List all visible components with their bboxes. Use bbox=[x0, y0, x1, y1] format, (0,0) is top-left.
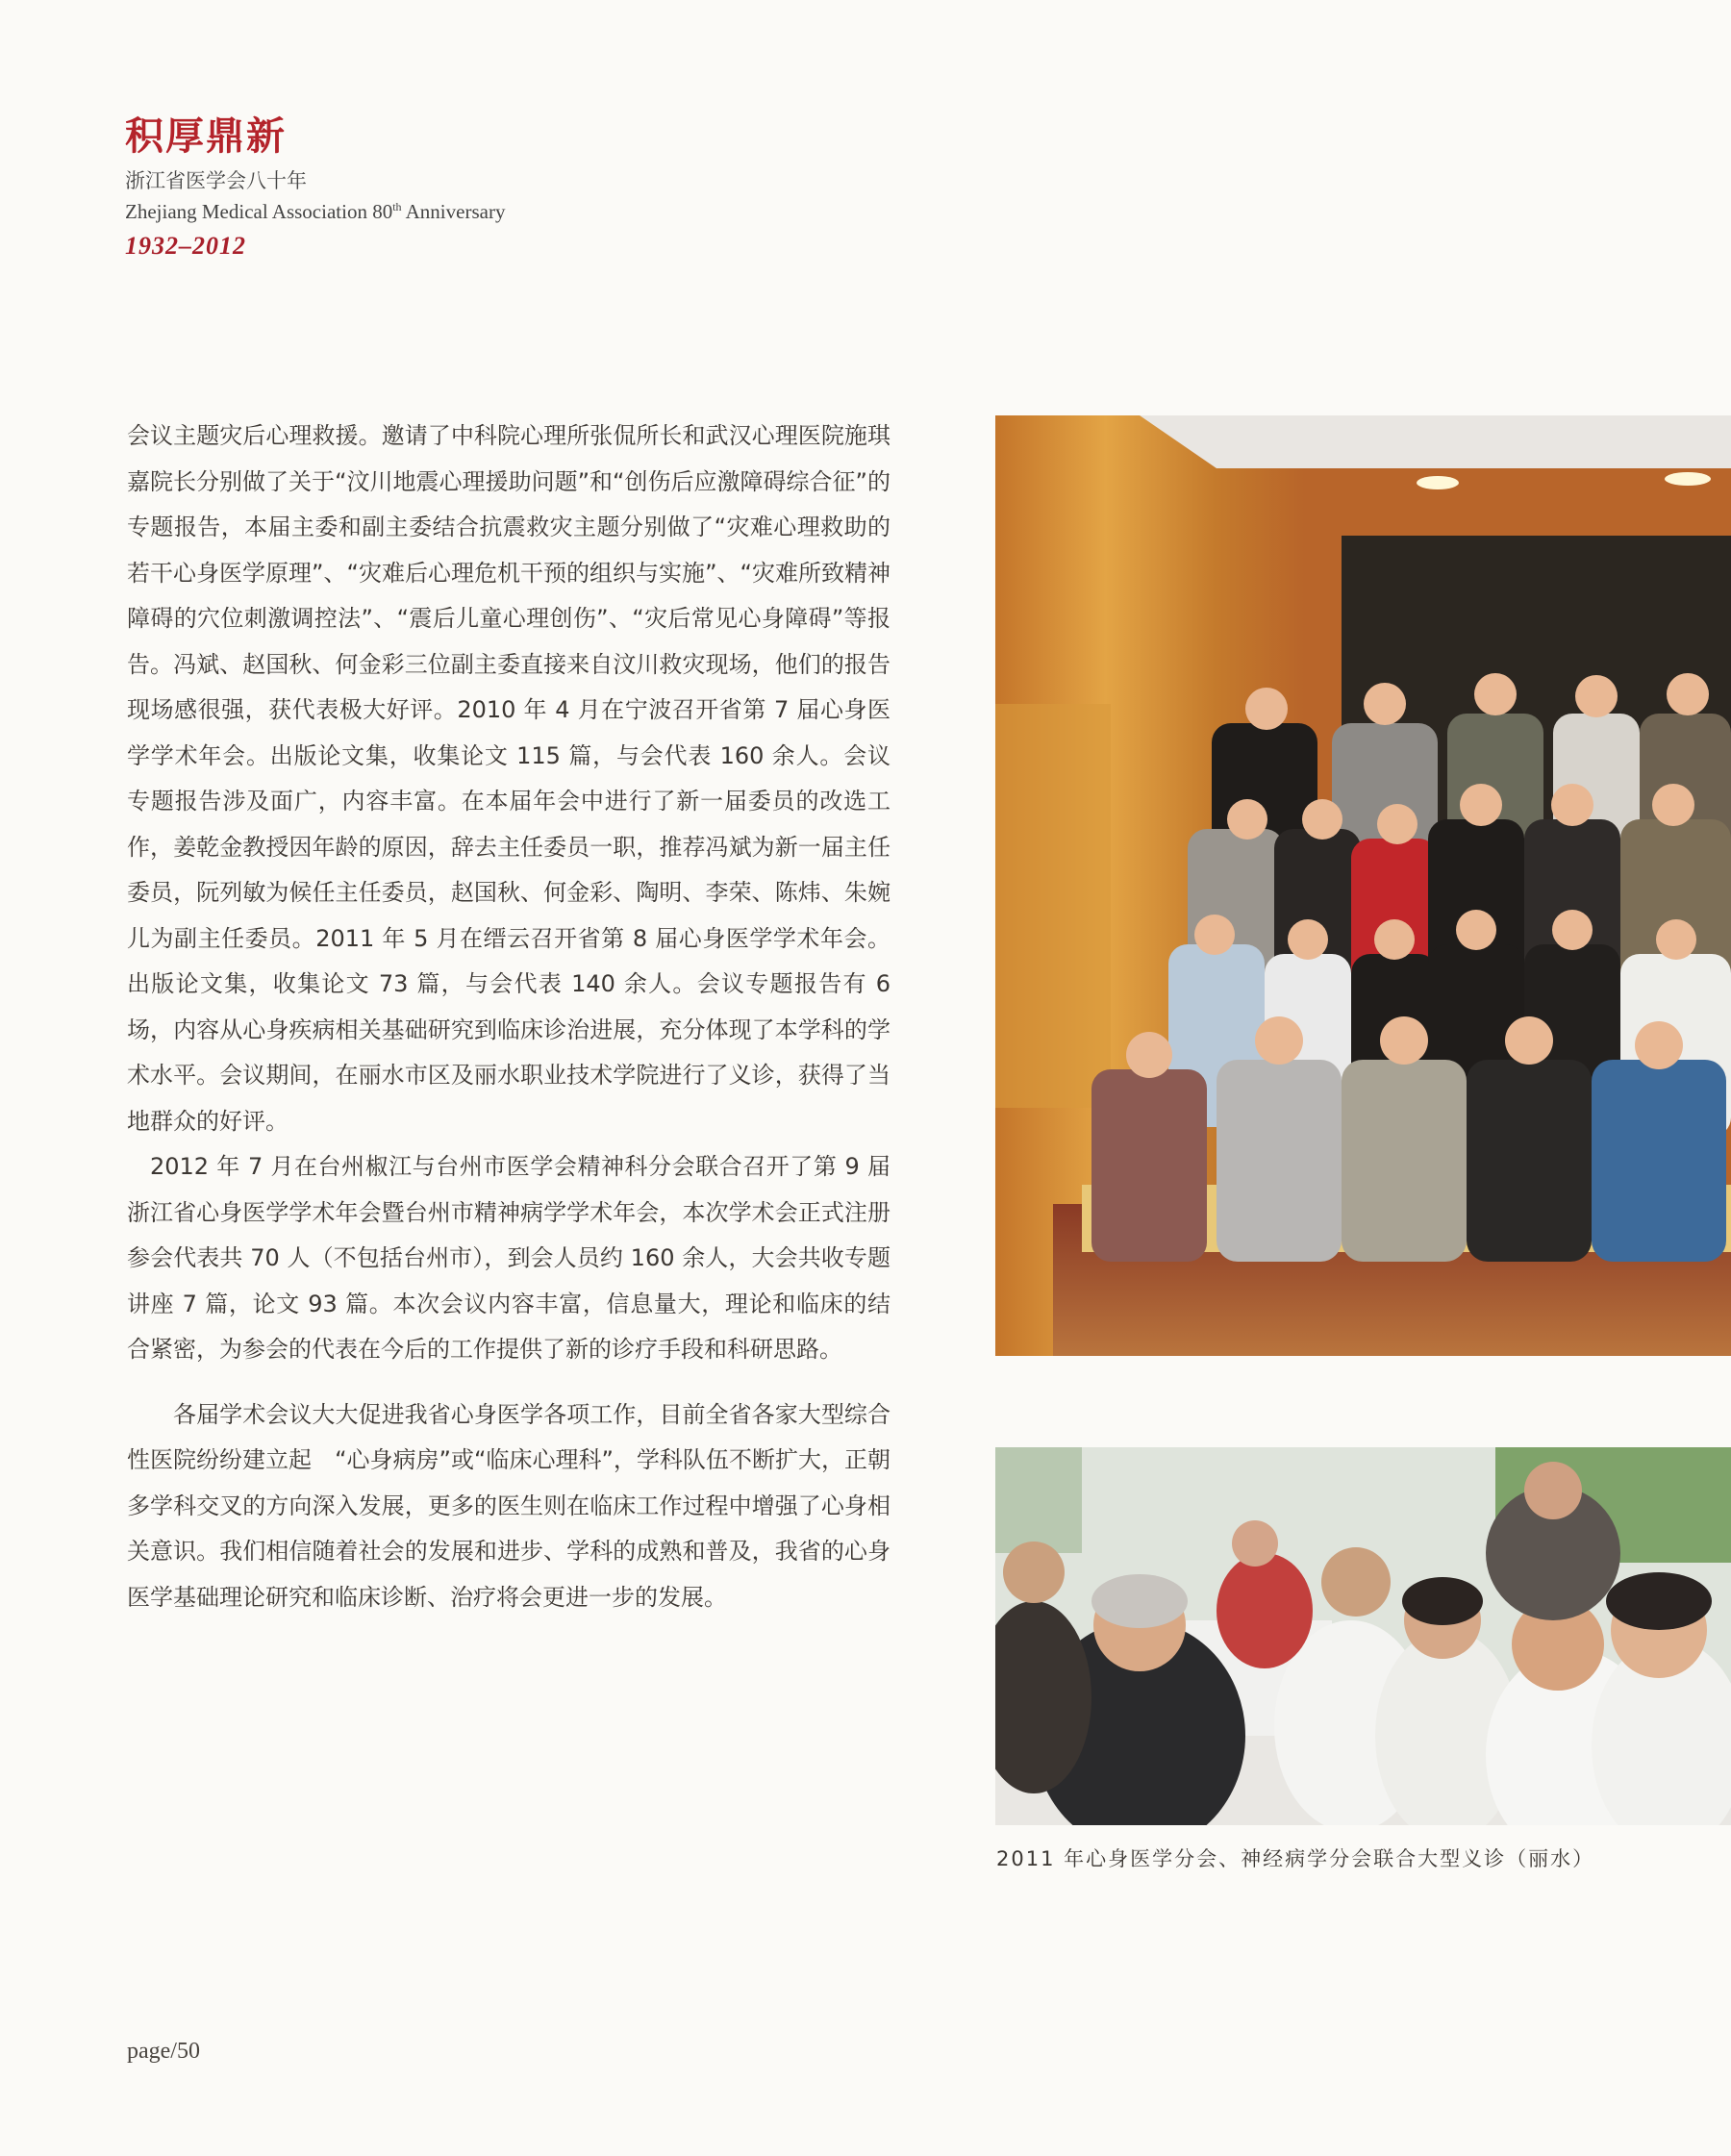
subtitle-english: Zhejiang Medical Association 80th Anniversary bbox=[125, 200, 506, 223]
calligraphy-logo: 积厚鼎新 bbox=[125, 113, 287, 159]
group-photo-illustration bbox=[995, 415, 1731, 1356]
article-body bbox=[127, 414, 891, 1620]
group-photo bbox=[995, 415, 1731, 1356]
page-number: page/50 bbox=[127, 2039, 200, 2064]
paragraph-1: 会议主题灾后心理救援。邀请了中科院心理所张侃所长和武汉心理医院施琪嘉院长分别做了关于“汶川地震心理援助问题”和“创伤后应激障碍综合征”的专题报告，本届主委和副主委结合抗震救灾主题分别做了“灾难心理救助的若干心身医学原理”、“灾难后心理危机干预的组织与实施”、“灾难所致精神障碍的穴位刺激调控法”、“震后儿童心理创伤”、“灾后常见心身障碍”等报告。冯斌、赵国秋、何金彩三位副主委直接来自汶川救灾现场，他们的报告现场感很强，获代表极大好评。2010 年 4 月在宁波召开省第 7 届心身医学学术年会。出版论文集，收集论文 115 篇，与会代表 160 余人。会议专题报告涉及面广，内容丰富。在本届年会中进行了新一届委员的改选工作，姜乾金教授因年龄的原因，辞去主任委员一职，推荐冯斌为新一届主任委员，阮列敏为候任主任委员，赵国秋、何金彩、陶明、李荣、陈炜、朱婉儿为副主任委员。2011 年 5 月在缙云召开省第 8 届心身医学学术年会。出版论文集，收集论文 73 篇，与会代表 140 余人。会议专题报告有 6 场，内容从心身疾病相关基础研究到临床诊治进展，充分体现了本学科的学术水平。会议期间，在丽水市区及丽水职业技术学院进行了义诊，获得了当地群众的好评。 bbox=[127, 422, 891, 1135]
paragraph-2: 2012 年 7 月在台州椒江与台州市医学会精神科分会联合召开了第 9 届浙江省心身医学学术年会暨台州市精神病学学术年会，本次学术会正式注册参会代表共 70 人（不包括台州市），到会人员约 160 余人，大会共收专题讲座 7 篇，论文 93 篇。本次会议内容丰富，信息量大，理论和临床的结合紧密，为参会的代表在今后的工作提供了新的诊疗手段和科研思路。 bbox=[127, 1153, 891, 1363]
paragraph-3: 各届学术会议大大促进我省心身医学各项工作，目前全省各家大型综合性医院纷纷建立起 “心身病房”或“临床心理科”，学科队伍不断扩大，正朝多学科交叉的方向深入发展，更多的医生则在临床工作过程中增强了心身相关意识。我们相信随着社会的发展和进步、学科的成熟和普及，我省的心身医学基础理论研究和临床诊断、治疗将会更进一步的发展。 bbox=[127, 1400, 891, 1611]
subtitle-chinese: 浙江省医学会八十年 bbox=[125, 169, 307, 192]
clinic-photo-caption: 2011 年心身医学分会、神经病学分会联合大型义诊（丽水） bbox=[996, 1847, 1595, 1870]
clinic-photo-illustration bbox=[995, 1447, 1731, 1825]
anniversary-years: 1932–2012 bbox=[125, 232, 246, 260]
page-header bbox=[125, 113, 505, 261]
clinic-photo bbox=[995, 1447, 1731, 1825]
